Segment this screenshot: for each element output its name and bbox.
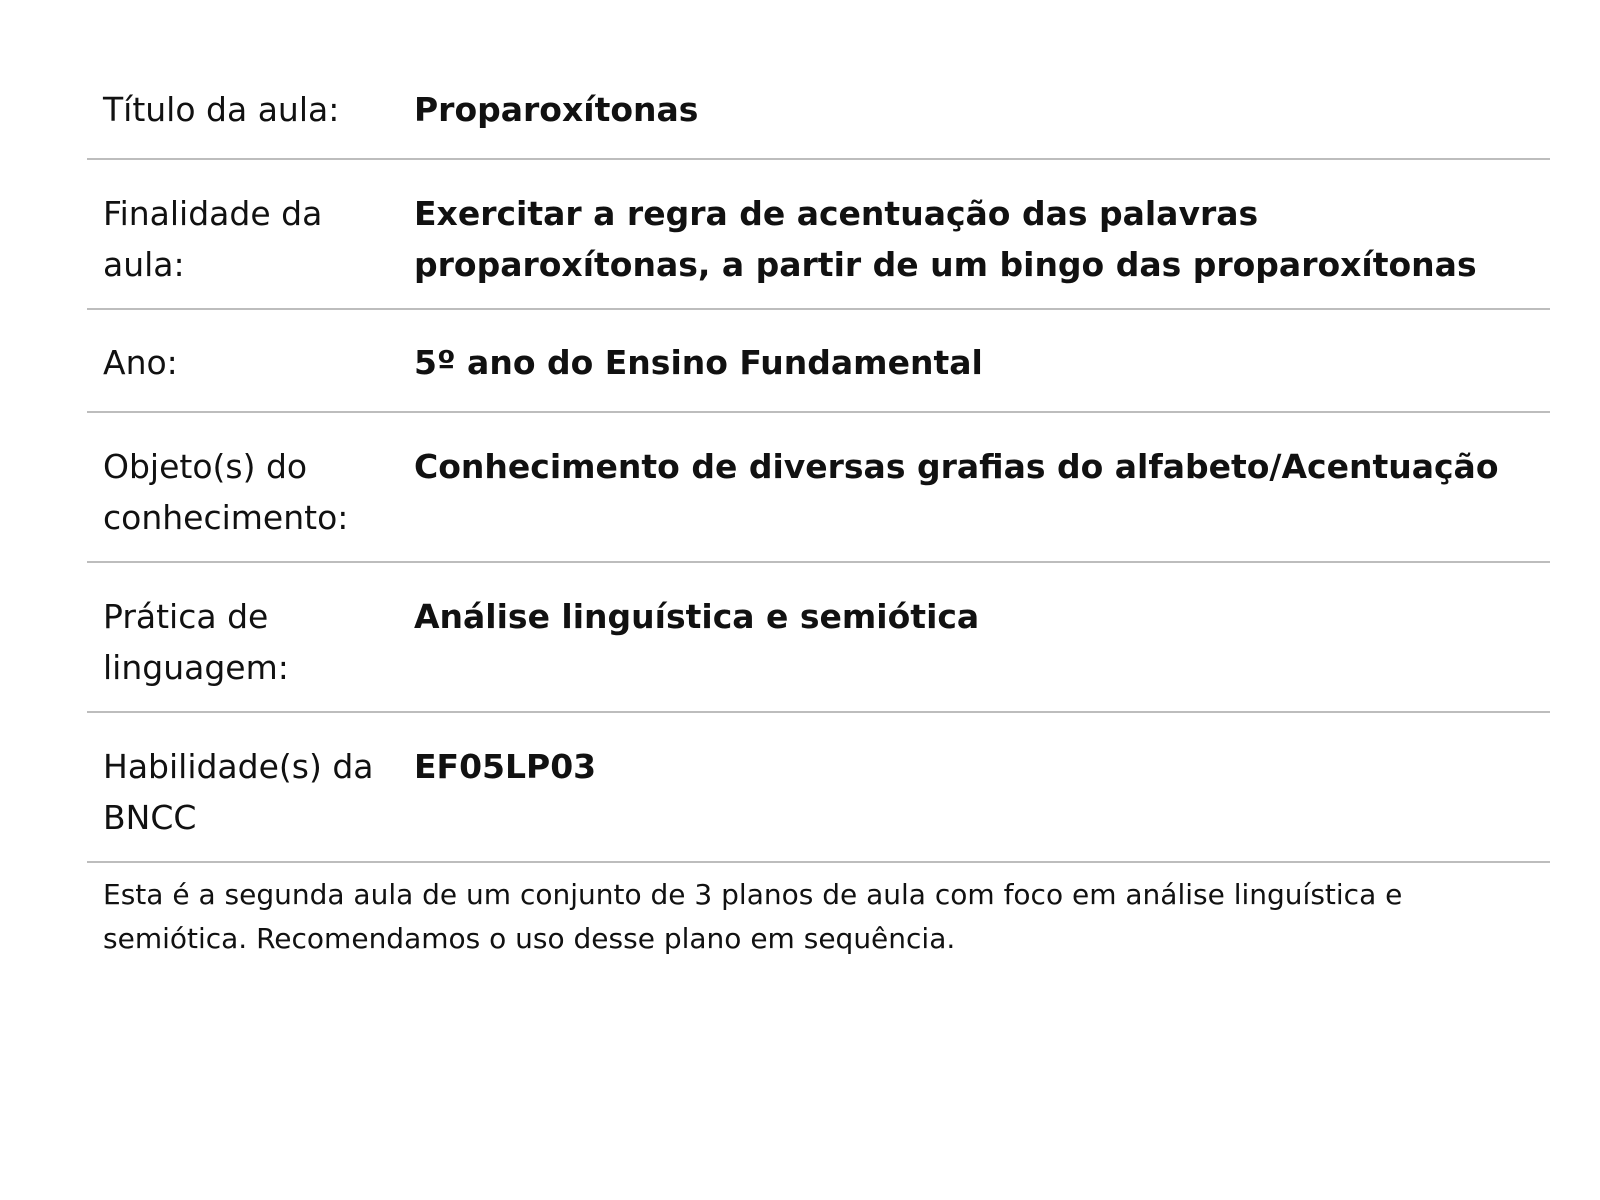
- row-label: Objeto(s) do conhecimento:: [103, 447, 349, 537]
- row-value: 5º ano do Ensino Fundamental: [414, 343, 983, 382]
- row-school-year: [87, 310, 1550, 413]
- row-value: Proparoxítonas: [414, 90, 699, 129]
- row-knowledge-objects: [87, 413, 1550, 563]
- sequence-note: Esta é a segunda aula de um conjunto de 3 planos de aula com foco em análise linguística e semiótica. Recomendamos o uso desse plano em sequência.: [103, 878, 1403, 955]
- row-language-practice: [87, 563, 1550, 713]
- lesson-info-table: [87, 56, 1550, 863]
- row-label: Habilidade(s) da BNCC: [103, 747, 374, 837]
- row-bncc-skills: [87, 713, 1550, 863]
- row-label: Prática de linguagem:: [103, 597, 289, 687]
- row-lesson-purpose: [87, 160, 1550, 310]
- row-value: Exercitar a regra de acentuação das palavras proparoxítonas, a partir de um bingo das proparoxítonas: [414, 194, 1477, 284]
- row-value: Análise linguística e semiótica: [414, 597, 980, 636]
- row-label: Título da aula:: [103, 90, 340, 129]
- row-label: Finalidade da aula:: [103, 194, 323, 284]
- row-label: Ano:: [103, 343, 178, 382]
- row-lesson-title: [87, 56, 1550, 160]
- row-value: Conhecimento de diversas grafias do alfabeto/Acentuação: [414, 447, 1499, 486]
- lesson-plan-document: [87, 56, 1550, 961]
- row-value: EF05LP03: [414, 747, 597, 786]
